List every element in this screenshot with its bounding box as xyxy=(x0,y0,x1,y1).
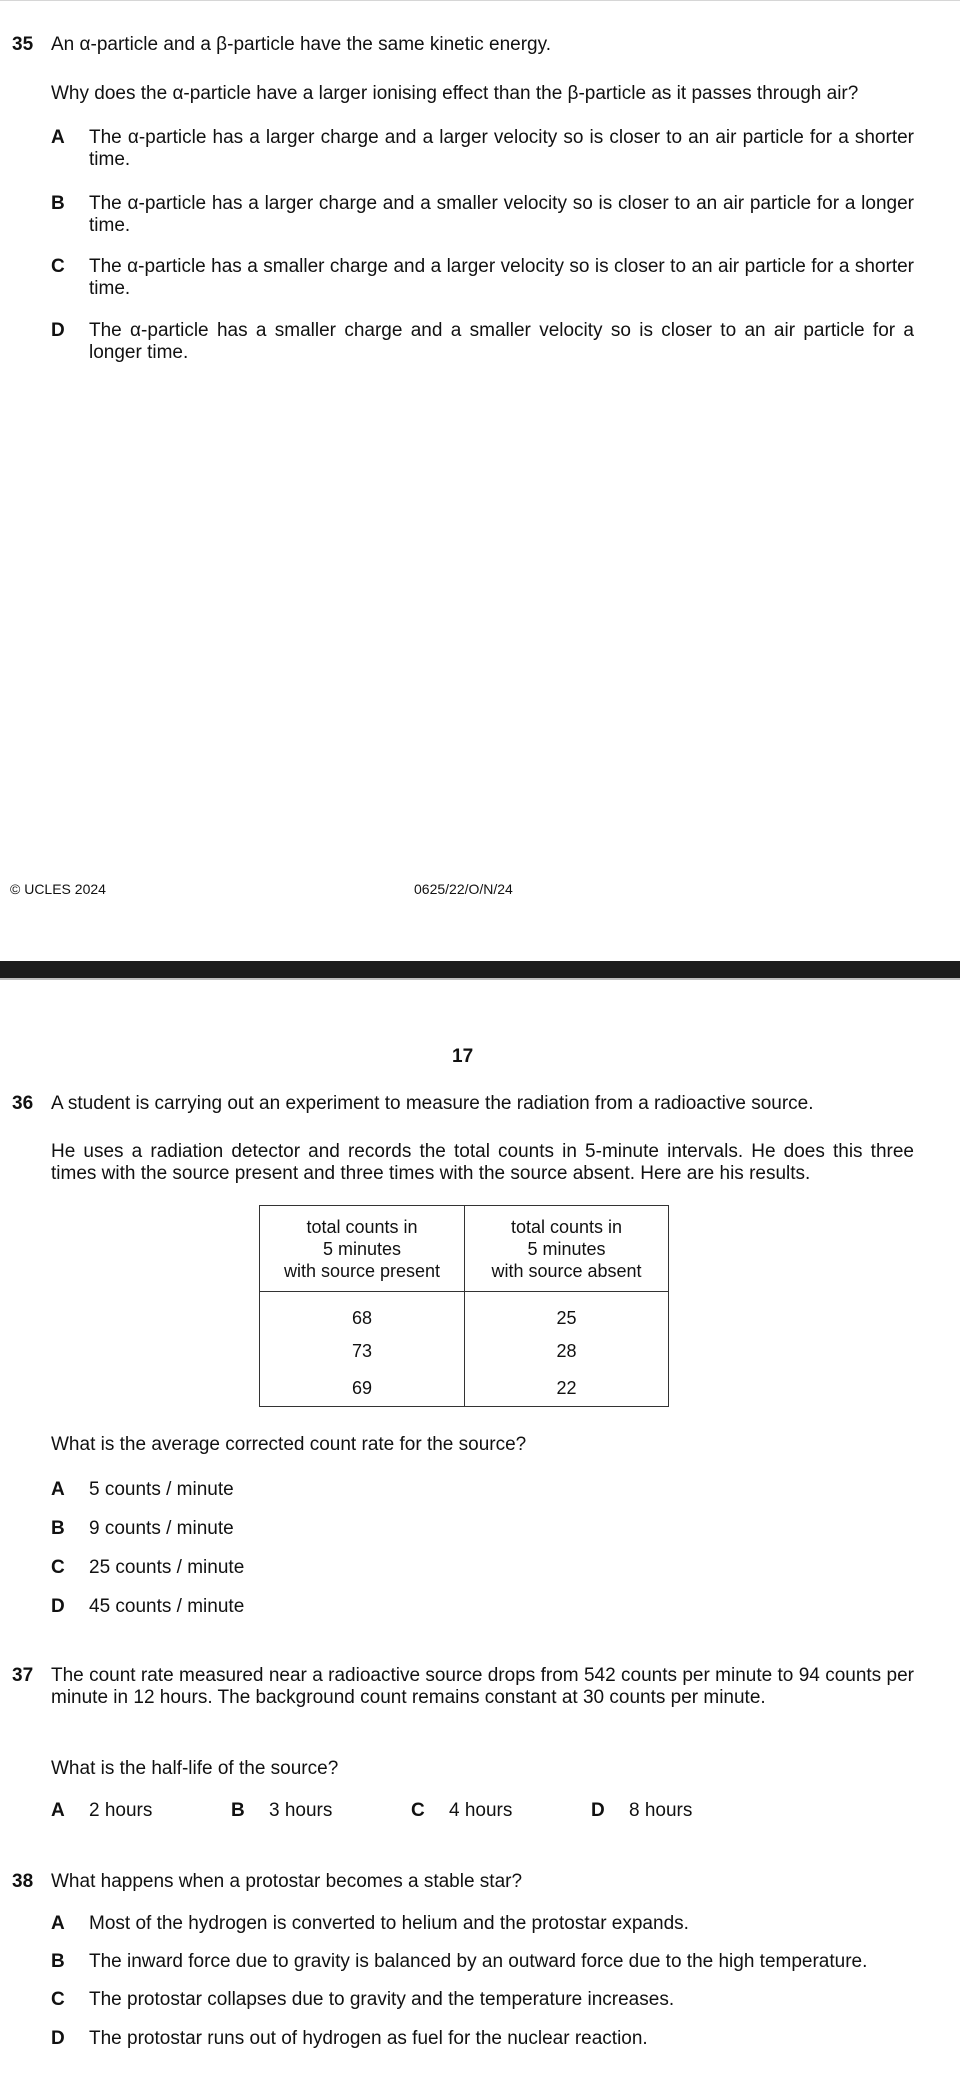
option-letter: A xyxy=(51,127,65,148)
table-row xyxy=(260,1332,669,1370)
question-text: What is the half-life of the source? xyxy=(51,1758,339,1779)
option-text: 2 hours xyxy=(89,1800,153,1821)
option-letter: A xyxy=(51,1913,65,1934)
option-text: Most of the hydrogen is converted to helium and the protostar expands. xyxy=(89,1913,689,1934)
option-text: 25 counts / minute xyxy=(89,1557,245,1578)
option-letter: C xyxy=(51,1557,65,1578)
option-text: 5 counts / minute xyxy=(89,1479,234,1500)
page-separator xyxy=(0,961,960,978)
option-letter: B xyxy=(51,1518,65,1539)
option-letter: D xyxy=(51,2028,65,2049)
table-cell: 25 xyxy=(465,1292,669,1333)
option-text: The α-particle has a smaller charge and a larger velocity so is closer to an air particle for a shorter time. xyxy=(89,256,914,299)
table-cell: 22 xyxy=(465,1370,669,1407)
option-letter: D xyxy=(51,320,65,341)
option-letter: A xyxy=(51,1479,65,1500)
option-text: 45 counts / minute xyxy=(89,1596,245,1617)
page-separator-shadow xyxy=(0,978,960,980)
page-top-rule xyxy=(0,0,960,1)
table-cell: 68 xyxy=(260,1292,465,1333)
option-letter: B xyxy=(51,193,65,214)
option-letter: C xyxy=(411,1800,425,1821)
option-letter: A xyxy=(51,1800,65,1821)
table-cell: 69 xyxy=(260,1370,465,1407)
option-text: The inward force due to gravity is balanced by an outward force due to the high temperature. xyxy=(89,1951,868,1972)
option-text: The α-particle has a larger charge and a smaller velocity so is closer to an air particle for a longer time. xyxy=(89,193,914,236)
option-text: 3 hours xyxy=(269,1800,333,1821)
copyright-footer: © UCLES 2024 xyxy=(10,881,106,897)
option-text: The α-particle has a smaller charge and a smaller velocity so is closer to an air particle for a longer time. xyxy=(89,320,914,363)
question-paragraph: He uses a radiation detector and records the total counts in 5-minute intervals. He does this three times with the source present and three times with the source absent. Here are his results. xyxy=(51,1141,914,1184)
question-number: 38 xyxy=(12,1871,34,1892)
option-letter: C xyxy=(51,1989,65,2010)
table-header-absent: total counts in 5 minutes with source absent xyxy=(465,1206,669,1292)
option-letter: B xyxy=(231,1800,245,1821)
option-letter: D xyxy=(51,1596,65,1617)
option-letter: C xyxy=(51,256,65,277)
option-text: 9 counts / minute xyxy=(89,1518,234,1539)
option-text: The protostar runs out of hydrogen as fuel for the nuclear reaction. xyxy=(89,2028,648,2049)
question-text: What is the average corrected count rate for the source? xyxy=(51,1434,527,1455)
results-table xyxy=(259,1205,669,1407)
table-row xyxy=(260,1370,669,1407)
question-stem: An α-particle and a β-particle have the same kinetic energy. xyxy=(51,34,551,55)
table-cell: 73 xyxy=(260,1332,465,1370)
option-text: The protostar collapses due to gravity and the temperature increases. xyxy=(89,1989,675,2010)
option-text: 8 hours xyxy=(629,1800,693,1821)
question-number: 36 xyxy=(12,1093,34,1114)
question-number: 37 xyxy=(12,1665,34,1686)
question-stem: The count rate measured near a radioactive source drops from 542 counts per minute to 94 counts per minute in 12 hours. The background count remains constant at 30 counts per minute. xyxy=(51,1665,914,1708)
paper-code: 0625/22/O/N/24 xyxy=(414,881,513,897)
option-letter: D xyxy=(591,1800,605,1821)
question-stem: What happens when a protostar becomes a stable star? xyxy=(51,1871,523,1892)
table-row xyxy=(260,1292,669,1333)
option-letter: B xyxy=(51,1951,65,1972)
table-cell: 28 xyxy=(465,1332,669,1370)
question-text: Why does the α-particle have a larger ionising effect than the β-particle as it passes through air? xyxy=(51,83,859,104)
question-stem: A student is carrying out an experiment to measure the radiation from a radioactive source. xyxy=(51,1093,814,1114)
table-header-present: total counts in 5 minutes with source present xyxy=(260,1206,465,1292)
page-number: 17 xyxy=(452,1046,474,1067)
option-text: 4 hours xyxy=(449,1800,513,1821)
option-text: The α-particle has a larger charge and a larger velocity so is closer to an air particle for a shorter time. xyxy=(89,127,914,170)
question-number: 35 xyxy=(12,34,34,55)
